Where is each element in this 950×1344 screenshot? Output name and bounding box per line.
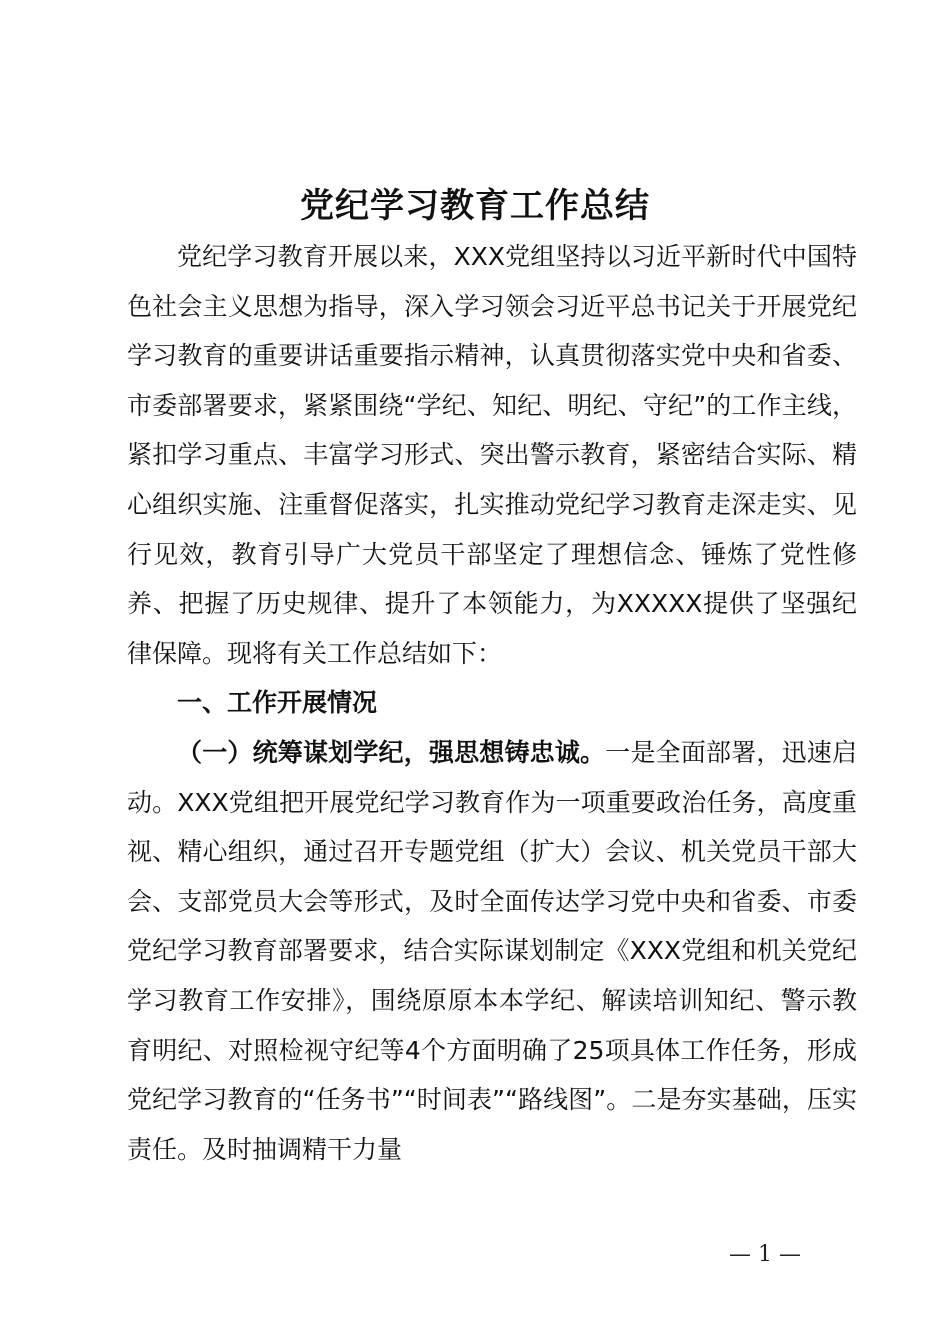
subsection-lead: （一）统筹谋划学纪，强思想铸忠诚。 — [177, 737, 606, 767]
subsection-paragraph-1 — [127, 728, 857, 1174]
subsection-text: 一是全面部署，迅速启动。XXX党组把开展党纪学习教育作为一项重要政治任务，高度重视、精心组织，通过召开专题党组（扩大）会议、机关党员干部大会、支部党员大会等形式，及时全面传达学习党中央和省委、市委党纪学习教育部署要求，结合实际谋划制定《XXX党组和机关党纪学习教育工作安排》，围绕原原本本学纪、解读培训知纪、警示教育明纪、对照检视守纪等4个方面明确了25项具体工作任务，形成党纪学习教育的“任务书”“时间表”“路线图”。二是夯实基础，压实责任。及时抽调精干力量 — [127, 737, 857, 1164]
document-body — [127, 232, 857, 1174]
page-number: — 1 — — [729, 1242, 801, 1267]
section-heading-work-progress: 一、工作开展情况 — [177, 688, 378, 718]
document-title: 党纪学习教育工作总结 — [300, 186, 650, 226]
intro-paragraph: 党纪学习教育开展以来，XXX党组坚持以习近平新时代中国特色社会主义思想为指导，深入学习领会习近平总书记关于开展党纪学习教育的重要讲话重要指示精神，认真贯彻落实党中央和省委、市委部署要求，紧紧围绕“学纪、知纪、明纪、守纪”的工作主线，紧扣学习重点、丰富学习形式、突出警示教育，紧密结合实际、精心组织实施、注重督促落实，扎实推动党纪学习教育走深走实、见行见效，教育引导广大党员干部坚定了理想信念、锤炼了党性修养、把握了历史规律、提升了本领能力，为XXXXX提供了坚强纪律保障。现将有关工作总结如下： — [127, 242, 857, 668]
